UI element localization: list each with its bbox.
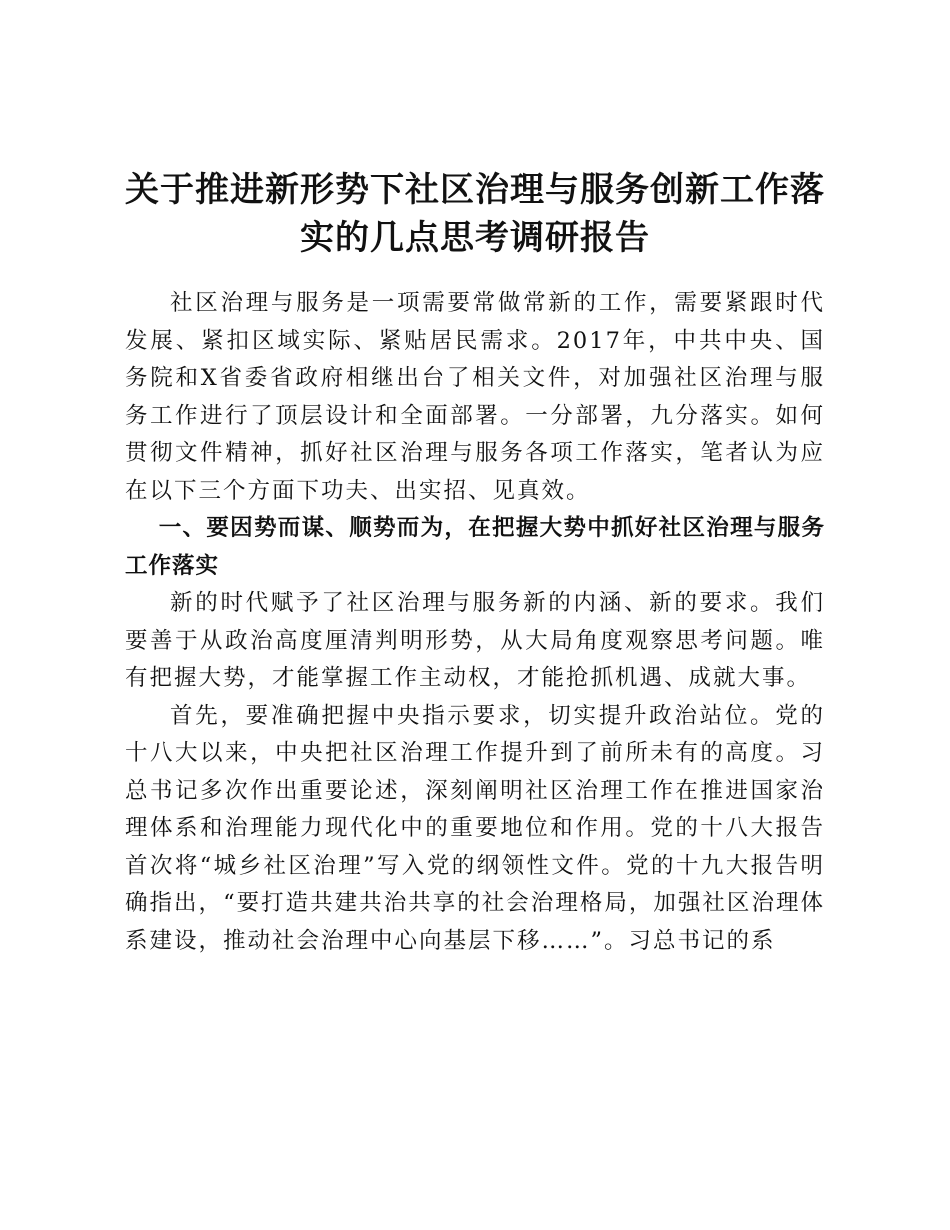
section-1-paragraph-1: 新的时代赋予了社区治理与服务新的内涵、新的要求。我们要善于从政治高度厘清判明形势，从大局角度观察思考问题。唯有把握大势，才能掌握工作主动权，才能抢抓机遇、成就大事。 xyxy=(125,590,825,691)
intro-paragraph: 社区治理与服务是一项需要常做常新的工作，需要紧跟时代发展、紧扣区域实际、紧贴居民需求。2017年，中共中央、国务院和X省委省政府相继出台了相关文件，对加强社区治理与服务工作进行了顶层设计和全面部署。一分部署，九分落实。如何贯彻文件精神，抓好社区治理与服务各项工作落实，笔者认为应在以下三个方面下功夫、出实招、见真效。 xyxy=(125,290,825,504)
section-heading-1: 一、要因势而谋、顺势而为，在把握大势中抓好社区治理与服务工作落实 xyxy=(125,515,825,579)
document-title: 关于推进新形势下社区治理与服务创新工作落实的几点思考调研报告 xyxy=(125,170,825,258)
document-body xyxy=(125,285,825,960)
section-1-paragraph-2: 首先，要准确把握中央指示要求，切实提升政治站位。党的十八大以来，中央把社区治理工作提升到了前所未有的高度。习总书记多次作出重要论述，深刻阐明社区治理工作在推进国家治理体系和治理能力现代化中的重要地位和作用。党的十八大报告首次将“城乡社区治理”写入党的纲领性文件。党的十九大报告明确指出，“要打造共建共治共享的社会治理格局，加强社区治理体系建设，推动社会治理中心向基层下移……”。习总书记的系 xyxy=(125,702,825,954)
